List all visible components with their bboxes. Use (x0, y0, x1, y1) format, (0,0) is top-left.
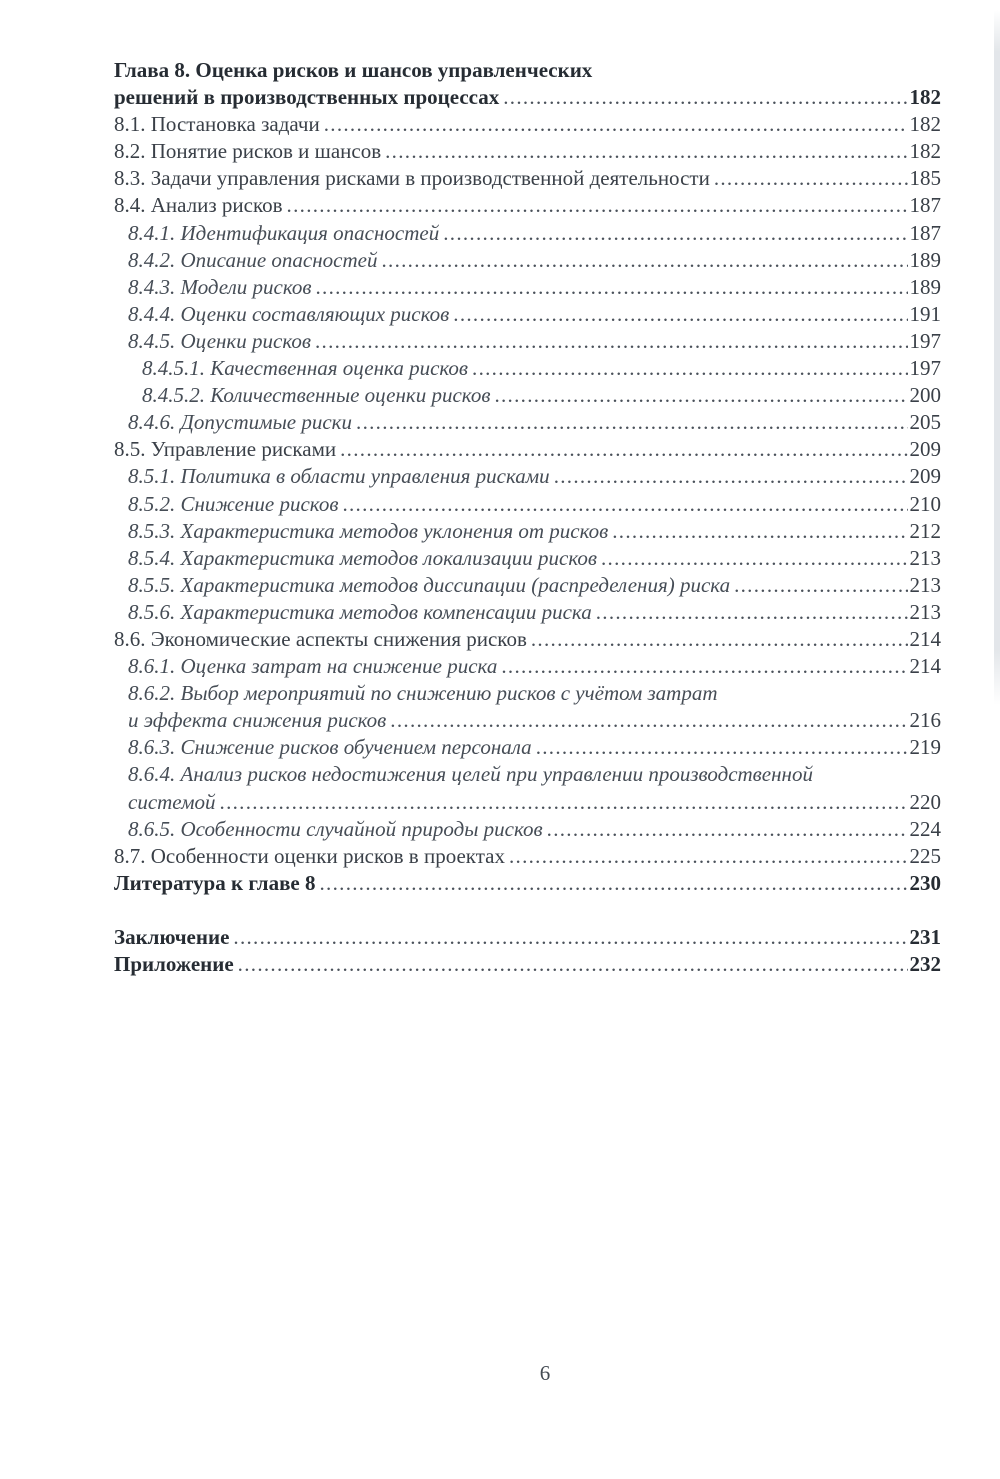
toc-entry (114, 653, 941, 680)
dot-leader (472, 355, 907, 382)
dot-leader (385, 138, 907, 165)
dot-leader (324, 111, 908, 138)
toc-entry-page: 187 (909, 220, 941, 245)
toc-entry-label: 8.4.4. Оценки составляющих рисков (128, 301, 450, 326)
toc-entry-page: 205 (909, 410, 941, 435)
toc-entry (114, 870, 941, 897)
toc-entry-page: 230 (909, 870, 941, 895)
toc-entry-label: 8.4.2. Описание опасностей (128, 247, 378, 272)
dot-leader (509, 843, 908, 870)
toc-entry-label: 8.5.1. Политика в области управления рисками (128, 464, 550, 489)
dot-leader (501, 653, 907, 680)
toc-entry-page: 224 (909, 816, 941, 841)
dot-leader (531, 626, 908, 653)
toc-entry-label: Глава 8. Оценка рисков и шансов управленческих (114, 58, 593, 82)
toc-entry-page: 209 (909, 464, 941, 489)
dot-leader (320, 870, 908, 897)
toc-entry (114, 436, 941, 463)
dot-leader (612, 518, 907, 545)
toc-entry-label: 8.7. Особенности оценки рисков в проектах (114, 843, 505, 868)
dot-leader (554, 463, 908, 490)
toc-entry (114, 761, 941, 788)
dot-leader (287, 192, 908, 219)
toc-entry (114, 220, 941, 247)
dot-leader (381, 247, 907, 274)
toc-entry-label: 8.4.5. Оценки рисков (128, 328, 311, 353)
toc-entry-page: 209 (909, 437, 941, 462)
toc-entry-label: 8.4.1. Идентификация опасностей (128, 220, 440, 245)
toc-entry-page: 210 (909, 491, 941, 516)
toc-entry (114, 491, 941, 518)
toc-entry (114, 138, 941, 165)
toc-entry (114, 192, 941, 219)
toc-entry (114, 707, 941, 734)
toc-entry (114, 518, 941, 545)
toc-entry-page: 225 (909, 843, 941, 868)
dot-leader (596, 599, 908, 626)
toc-entry-page: 214 (909, 626, 941, 651)
dot-leader (453, 301, 907, 328)
dot-leader (503, 84, 907, 111)
toc-entry (114, 626, 941, 653)
toc-entry-label: решений в производственных процессах (114, 85, 500, 110)
toc-entry-label: 8.4.5.1. Качественная оценка рисков (142, 356, 469, 381)
toc-entry-label: 8.4.6. Допустимые риски (128, 410, 353, 435)
toc-entry (114, 247, 941, 274)
toc-entry (114, 84, 941, 111)
toc-entry-page: 219 (909, 735, 941, 760)
toc-entry (114, 409, 941, 436)
dot-leader (443, 220, 907, 247)
toc-entry-label: Приложение (114, 952, 234, 977)
dot-leader (734, 572, 907, 599)
toc-entry (114, 572, 941, 599)
toc-entry-page: 213 (909, 572, 941, 597)
toc-entry-page: 220 (909, 789, 941, 814)
toc-entry-label: 8.4.3. Модели рисков (128, 274, 312, 299)
toc-entry (114, 951, 941, 978)
toc-entry-label: 8.6.4. Анализ рисков недостижения целей при управлении производственной (128, 762, 813, 787)
toc-entry-page: 212 (909, 518, 941, 543)
toc-entry-page: 231 (909, 925, 941, 949)
dot-leader (714, 165, 908, 192)
toc-entry-page: 213 (909, 599, 941, 624)
toc-entry-page: 187 (909, 193, 941, 218)
toc-entry-label: 8.6.3. Снижение рисков обучением персонала (128, 735, 532, 760)
toc-entry (114, 111, 941, 138)
toc-entry-label: 8.6.2. Выбор мероприятий по снижению рисков с учётом затрат (128, 681, 718, 706)
toc-entry-label: Заключение (114, 925, 230, 949)
toc-entry-page: 197 (909, 356, 941, 381)
toc-entry (114, 328, 941, 355)
toc-entry-label: 8.5.2. Снижение рисков (128, 491, 339, 516)
dot-leader (315, 328, 908, 355)
dot-leader (238, 951, 908, 978)
dot-leader (342, 491, 907, 518)
toc-entry (114, 734, 941, 761)
dot-leader (220, 789, 908, 816)
toc-entry-page: 197 (909, 328, 941, 353)
toc-entry-page: 189 (909, 247, 941, 272)
toc-entry (114, 355, 941, 382)
toc-entry (114, 816, 941, 843)
toc-entry (114, 57, 941, 84)
toc-entry-label: 8.5. Управление рисками (114, 437, 337, 462)
toc-entry (114, 680, 941, 707)
toc-entry (114, 599, 941, 626)
toc-entry-page: 182 (909, 139, 941, 164)
toc-entry-page: 185 (909, 166, 941, 191)
toc-entry-label: 8.3. Задачи управления рисками в производственной деятельности (114, 166, 710, 191)
toc-entry (114, 789, 941, 816)
toc-entry (114, 843, 941, 870)
toc-entry-page: 182 (909, 85, 941, 110)
toc-entry (114, 463, 941, 490)
toc-spacer (114, 897, 941, 924)
toc-entry-label: 8.4. Анализ рисков (114, 193, 283, 218)
toc-entry-label: 8.5.5. Характеристика методов диссипации (распределения) риска (128, 572, 731, 597)
toc-entry (114, 924, 941, 951)
toc-entry-page: 232 (909, 952, 941, 977)
toc-entry-page: 200 (909, 383, 941, 408)
toc-entry-label: 8.5.4. Характеристика методов локализации рисков (128, 545, 597, 570)
toc-entry (114, 301, 941, 328)
toc-entry-label: 8.2. Понятие рисков и шансов (114, 139, 382, 164)
dot-leader (494, 382, 907, 409)
dot-leader (390, 707, 907, 734)
table-of-contents (114, 57, 941, 978)
toc-entry-label: 8.5.6. Характеристика методов компенсации риска (128, 599, 592, 624)
dot-leader (233, 924, 907, 951)
dot-leader (340, 436, 907, 463)
toc-entry-label: 8.6.5. Особенности случайной природы рисков (128, 816, 543, 841)
dot-leader (356, 409, 907, 436)
toc-entry-page: 189 (909, 274, 941, 299)
dot-leader (315, 274, 907, 301)
toc-entry (114, 382, 941, 409)
toc-entry (114, 274, 941, 301)
toc-entry (114, 165, 941, 192)
dot-leader (601, 545, 908, 572)
toc-entry-page: 213 (909, 545, 941, 570)
toc-entry-label: Литература к главе 8 (114, 870, 316, 895)
toc-entry-label: 8.5.3. Характеристика методов уклонения от рисков (128, 518, 609, 543)
toc-entry-label: 8.4.5.2. Количественные оценки рисков (142, 383, 491, 408)
toc-entry-page: 214 (909, 654, 941, 679)
toc-entry (114, 545, 941, 572)
toc-entry-label: 8.6.1. Оценка затрат на снижение риска (128, 654, 498, 679)
toc-entry-label: системой (128, 789, 216, 814)
dot-leader (536, 734, 908, 761)
page-number: 6 (539, 1361, 551, 1385)
toc-entry-label: 8.1. Постановка задачи (114, 112, 320, 137)
scan-edge-shadow (994, 10, 1000, 705)
toc-entry-label: 8.6. Экономические аспекты снижения рисков (114, 626, 527, 651)
dot-leader (547, 816, 908, 843)
toc-entry-label: и эффекта снижения рисков (128, 708, 387, 733)
toc-entry-page: 182 (909, 112, 941, 137)
toc-entry-page: 191 (909, 301, 941, 326)
toc-entry-page: 216 (909, 708, 941, 733)
